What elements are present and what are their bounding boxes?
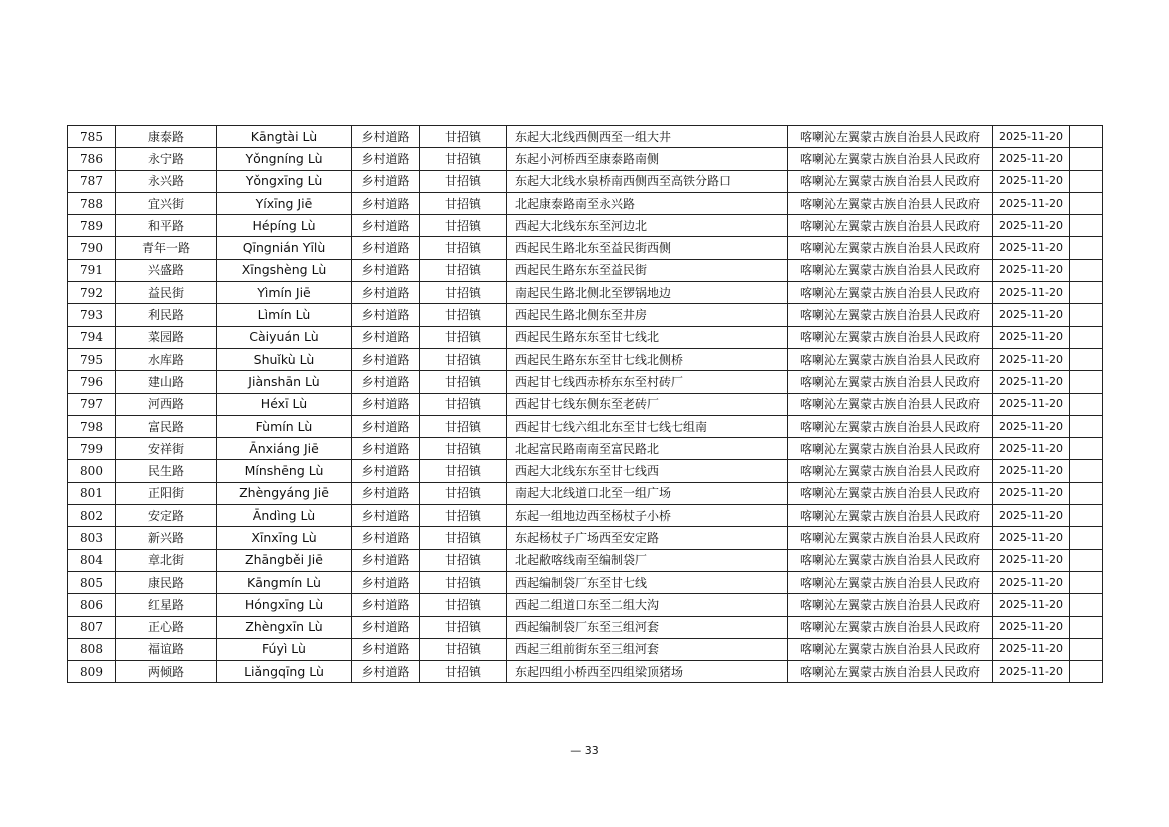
road-extent-cell: 东起杨杖子广场西至安定路 [507,527,788,549]
road-category-cell: 乡村道路 [352,549,420,571]
road-pinyin-cell: Yǒngníng Lù [217,148,352,170]
road-category-cell: 乡村道路 [352,237,420,259]
approving-authority-cell: 喀喇沁左翼蒙古族自治县人民政府 [788,415,993,437]
approving-authority-cell: 喀喇沁左翼蒙古族自治县人民政府 [788,661,993,683]
road-extent-cell: 西起二组道口东至二组大沟 [507,594,788,616]
township-cell: 甘招镇 [420,393,507,415]
road-pinyin-cell: Hóngxīng Lù [217,594,352,616]
approval-date-cell: 2025-11-20 [993,126,1070,148]
table-row [68,215,1103,237]
table-row [68,638,1103,660]
road-category-cell: 乡村道路 [352,304,420,326]
remarks-cell [1070,126,1103,148]
row-index-cell: 807 [68,616,116,638]
road-pinyin-cell: Yíxīng Jiē [217,192,352,214]
table-row [68,371,1103,393]
table-row [68,661,1103,683]
table-row [68,259,1103,281]
township-cell: 甘招镇 [420,661,507,683]
township-cell: 甘招镇 [420,460,507,482]
table-row [68,505,1103,527]
township-cell: 甘招镇 [420,348,507,370]
road-name-cell: 章北街 [116,549,217,571]
road-name-cell: 红星路 [116,594,217,616]
remarks-cell [1070,505,1103,527]
road-category-cell: 乡村道路 [352,661,420,683]
row-index-cell: 802 [68,505,116,527]
road-category-cell: 乡村道路 [352,505,420,527]
road-category-cell: 乡村道路 [352,282,420,304]
approval-date-cell: 2025-11-20 [993,527,1070,549]
remarks-cell [1070,460,1103,482]
remarks-cell [1070,192,1103,214]
road-extent-cell: 北起敝喀线南至编制袋厂 [507,549,788,571]
township-cell: 甘招镇 [420,126,507,148]
approval-date-cell: 2025-11-20 [993,192,1070,214]
remarks-cell [1070,549,1103,571]
township-cell: 甘招镇 [420,549,507,571]
road-name-cell: 水库路 [116,348,217,370]
approving-authority-cell: 喀喇沁左翼蒙古族自治县人民政府 [788,638,993,660]
road-pinyin-cell: Héxī Lù [217,393,352,415]
remarks-cell [1070,415,1103,437]
township-cell: 甘招镇 [420,638,507,660]
road-extent-cell: 西起民生路东东至甘七线北 [507,326,788,348]
approval-date-cell: 2025-11-20 [993,393,1070,415]
road-extent-cell: 东起四组小桥西至四组梁顶猪场 [507,661,788,683]
road-category-cell: 乡村道路 [352,460,420,482]
remarks-cell [1070,348,1103,370]
remarks-cell [1070,527,1103,549]
approval-date-cell: 2025-11-20 [993,549,1070,571]
road-extent-cell: 东起一组地边西至杨杖子小桥 [507,505,788,527]
approval-date-cell: 2025-11-20 [993,371,1070,393]
table-row [68,393,1103,415]
township-cell: 甘招镇 [420,371,507,393]
road-pinyin-cell: Zhāngběi Jiē [217,549,352,571]
table-row [68,438,1103,460]
township-cell: 甘招镇 [420,482,507,504]
road-category-cell: 乡村道路 [352,438,420,460]
approval-date-cell: 2025-11-20 [993,304,1070,326]
road-pinyin-cell: Zhèngxīn Lù [217,616,352,638]
road-pinyin-cell: Càiyuán Lù [217,326,352,348]
remarks-cell [1070,371,1103,393]
road-extent-cell: 东起大北线水泉桥南西侧西至高铁分路口 [507,170,788,192]
approving-authority-cell: 喀喇沁左翼蒙古族自治县人民政府 [788,237,993,259]
road-pinyin-cell: Kāngmín Lù [217,571,352,593]
remarks-cell [1070,594,1103,616]
township-cell: 甘招镇 [420,304,507,326]
remarks-cell [1070,438,1103,460]
approving-authority-cell: 喀喇沁左翼蒙古族自治县人民政府 [788,126,993,148]
township-cell: 甘招镇 [420,259,507,281]
road-category-cell: 乡村道路 [352,415,420,437]
approval-date-cell: 2025-11-20 [993,259,1070,281]
row-index-cell: 801 [68,482,116,504]
township-cell: 甘招镇 [420,616,507,638]
approval-date-cell: 2025-11-20 [993,482,1070,504]
table-row [68,482,1103,504]
township-cell: 甘招镇 [420,237,507,259]
remarks-cell [1070,215,1103,237]
approving-authority-cell: 喀喇沁左翼蒙古族自治县人民政府 [788,148,993,170]
road-name-cell: 永兴路 [116,170,217,192]
row-index-cell: 791 [68,259,116,281]
road-name-cell: 康民路 [116,571,217,593]
approving-authority-cell: 喀喇沁左翼蒙古族自治县人民政府 [788,192,993,214]
approval-date-cell: 2025-11-20 [993,438,1070,460]
road-pinyin-cell: Fùmín Lù [217,415,352,437]
row-index-cell: 786 [68,148,116,170]
road-category-cell: 乡村道路 [352,616,420,638]
road-extent-cell: 南起民生路北侧北至锣锅地边 [507,282,788,304]
road-name-cell: 和平路 [116,215,217,237]
table-row [68,170,1103,192]
row-index-cell: 809 [68,661,116,683]
township-cell: 甘招镇 [420,192,507,214]
road-extent-cell: 南起大北线道口北至一组广场 [507,482,788,504]
table-row [68,594,1103,616]
road-name-cell: 两倾路 [116,661,217,683]
row-index-cell: 792 [68,282,116,304]
row-index-cell: 789 [68,215,116,237]
approval-date-cell: 2025-11-20 [993,460,1070,482]
road-category-cell: 乡村道路 [352,170,420,192]
road-pinyin-cell: Jiànshān Lù [217,371,352,393]
road-name-cell: 宜兴街 [116,192,217,214]
road-name-cell: 民生路 [116,460,217,482]
township-cell: 甘招镇 [420,527,507,549]
road-category-cell: 乡村道路 [352,393,420,415]
road-name-cell: 河西路 [116,393,217,415]
approving-authority-cell: 喀喇沁左翼蒙古族自治县人民政府 [788,460,993,482]
table-row [68,571,1103,593]
approving-authority-cell: 喀喇沁左翼蒙古族自治县人民政府 [788,482,993,504]
township-cell: 甘招镇 [420,438,507,460]
road-category-cell: 乡村道路 [352,348,420,370]
road-extent-cell: 北起康泰路南至永兴路 [507,192,788,214]
road-name-cell: 菜园路 [116,326,217,348]
remarks-cell [1070,148,1103,170]
road-category-cell: 乡村道路 [352,215,420,237]
table-row [68,460,1103,482]
row-index-cell: 796 [68,371,116,393]
township-cell: 甘招镇 [420,326,507,348]
road-extent-cell: 西起编制袋厂东至三组河套 [507,616,788,638]
road-extent-cell: 西起民生路东东至益民街 [507,259,788,281]
row-index-cell: 790 [68,237,116,259]
township-cell: 甘招镇 [420,170,507,192]
road-pinyin-cell: Xīngshèng Lù [217,259,352,281]
road-extent-cell: 西起大北线东东至河边北 [507,215,788,237]
road-name-cell: 利民路 [116,304,217,326]
row-index-cell: 800 [68,460,116,482]
approving-authority-cell: 喀喇沁左翼蒙古族自治县人民政府 [788,326,993,348]
road-name-cell: 正阳街 [116,482,217,504]
page-number: — 33 [570,744,599,757]
table-row [68,326,1103,348]
township-cell: 甘招镇 [420,148,507,170]
table-row [68,237,1103,259]
township-cell: 甘招镇 [420,282,507,304]
approving-authority-cell: 喀喇沁左翼蒙古族自治县人民政府 [788,571,993,593]
remarks-cell [1070,482,1103,504]
road-name-cell: 兴盛路 [116,259,217,281]
remarks-cell [1070,259,1103,281]
township-cell: 甘招镇 [420,571,507,593]
road-name-cell: 康泰路 [116,126,217,148]
approval-date-cell: 2025-11-20 [993,505,1070,527]
approving-authority-cell: 喀喇沁左翼蒙古族自治县人民政府 [788,170,993,192]
approving-authority-cell: 喀喇沁左翼蒙古族自治县人民政府 [788,438,993,460]
road-extent-cell: 西起大北线东东至甘七线西 [507,460,788,482]
approval-date-cell: 2025-11-20 [993,282,1070,304]
table-row [68,616,1103,638]
row-index-cell: 803 [68,527,116,549]
approving-authority-cell: 喀喇沁左翼蒙古族自治县人民政府 [788,371,993,393]
road-extent-cell: 西起甘七线六组北东至甘七线七组南 [507,415,788,437]
road-category-cell: 乡村道路 [352,594,420,616]
approval-date-cell: 2025-11-20 [993,170,1070,192]
remarks-cell [1070,304,1103,326]
road-name-cell: 新兴路 [116,527,217,549]
road-extent-cell: 西起民生路北东至益民街西侧 [507,237,788,259]
road-name-cell: 正心路 [116,616,217,638]
road-extent-cell: 北起富民路南南至富民路北 [507,438,788,460]
road-pinyin-cell: Mínshēng Lù [217,460,352,482]
road-extent-cell: 西起民生路北侧东至井房 [507,304,788,326]
remarks-cell [1070,571,1103,593]
row-index-cell: 797 [68,393,116,415]
table-row [68,126,1103,148]
row-index-cell: 806 [68,594,116,616]
approval-date-cell: 2025-11-20 [993,326,1070,348]
remarks-cell [1070,237,1103,259]
road-extent-cell: 西起三组前街东至三组河套 [507,638,788,660]
approving-authority-cell: 喀喇沁左翼蒙古族自治县人民政府 [788,527,993,549]
row-index-cell: 787 [68,170,116,192]
road-extent-cell: 东起小河桥西至康泰路南侧 [507,148,788,170]
road-name-table [67,125,1103,683]
table-row [68,282,1103,304]
row-index-cell: 804 [68,549,116,571]
road-category-cell: 乡村道路 [352,126,420,148]
table-row [68,549,1103,571]
approval-date-cell: 2025-11-20 [993,661,1070,683]
approving-authority-cell: 喀喇沁左翼蒙古族自治县人民政府 [788,259,993,281]
approval-date-cell: 2025-11-20 [993,237,1070,259]
road-extent-cell: 西起民生路东东至甘七线北侧桥 [507,348,788,370]
approval-date-cell: 2025-11-20 [993,594,1070,616]
approval-date-cell: 2025-11-20 [993,638,1070,660]
road-pinyin-cell: Āndìng Lù [217,505,352,527]
road-category-cell: 乡村道路 [352,527,420,549]
row-index-cell: 808 [68,638,116,660]
road-pinyin-cell: Liǎngqīng Lù [217,661,352,683]
road-name-cell: 福谊路 [116,638,217,660]
row-index-cell: 799 [68,438,116,460]
approving-authority-cell: 喀喇沁左翼蒙古族自治县人民政府 [788,348,993,370]
table-row [68,527,1103,549]
township-cell: 甘招镇 [420,415,507,437]
township-cell: 甘招镇 [420,594,507,616]
road-name-cell: 益民街 [116,282,217,304]
road-category-cell: 乡村道路 [352,371,420,393]
road-extent-cell: 西起编制袋厂东至甘七线 [507,571,788,593]
remarks-cell [1070,282,1103,304]
table-row [68,192,1103,214]
road-extent-cell: 西起甘七线西赤桥东东至村砖厂 [507,371,788,393]
remarks-cell [1070,661,1103,683]
row-index-cell: 793 [68,304,116,326]
road-pinyin-cell: Yìmín Jiē [217,282,352,304]
approving-authority-cell: 喀喇沁左翼蒙古族自治县人民政府 [788,549,993,571]
approval-date-cell: 2025-11-20 [993,415,1070,437]
approval-date-cell: 2025-11-20 [993,148,1070,170]
approval-date-cell: 2025-11-20 [993,215,1070,237]
approving-authority-cell: 喀喇沁左翼蒙古族自治县人民政府 [788,215,993,237]
road-extent-cell: 西起甘七线东侧东至老砖厂 [507,393,788,415]
approval-date-cell: 2025-11-20 [993,571,1070,593]
road-pinyin-cell: Kāngtài Lù [217,126,352,148]
township-cell: 甘招镇 [420,505,507,527]
road-category-cell: 乡村道路 [352,259,420,281]
table-body [68,126,1103,683]
table-row [68,415,1103,437]
road-pinyin-cell: Fúyì Lù [217,638,352,660]
road-pinyin-cell: Zhèngyáng Jiē [217,482,352,504]
remarks-cell [1070,638,1103,660]
road-extent-cell: 东起大北线西侧西至一组大井 [507,126,788,148]
row-index-cell: 794 [68,326,116,348]
road-name-cell: 建山路 [116,371,217,393]
row-index-cell: 788 [68,192,116,214]
road-pinyin-cell: Hépíng Lù [217,215,352,237]
approving-authority-cell: 喀喇沁左翼蒙古族自治县人民政府 [788,616,993,638]
road-name-cell: 安祥街 [116,438,217,460]
township-cell: 甘招镇 [420,215,507,237]
road-name-cell: 富民路 [116,415,217,437]
road-pinyin-cell: Ānxiáng Jiē [217,438,352,460]
remarks-cell [1070,616,1103,638]
road-category-cell: 乡村道路 [352,326,420,348]
row-index-cell: 805 [68,571,116,593]
road-pinyin-cell: Yǒngxīng Lù [217,170,352,192]
road-category-cell: 乡村道路 [352,638,420,660]
road-name-cell: 安定路 [116,505,217,527]
road-category-cell: 乡村道路 [352,482,420,504]
road-name-cell: 青年一路 [116,237,217,259]
approving-authority-cell: 喀喇沁左翼蒙古族自治县人民政府 [788,282,993,304]
road-pinyin-cell: Lìmín Lù [217,304,352,326]
approval-date-cell: 2025-11-20 [993,348,1070,370]
road-category-cell: 乡村道路 [352,192,420,214]
approving-authority-cell: 喀喇沁左翼蒙古族自治县人民政府 [788,594,993,616]
row-index-cell: 798 [68,415,116,437]
road-pinyin-cell: Qīngnián Yīlù [217,237,352,259]
road-name-cell: 永宁路 [116,148,217,170]
approving-authority-cell: 喀喇沁左翼蒙古族自治县人民政府 [788,304,993,326]
approving-authority-cell: 喀喇沁左翼蒙古族自治县人民政府 [788,505,993,527]
row-index-cell: 785 [68,126,116,148]
remarks-cell [1070,393,1103,415]
remarks-cell [1070,326,1103,348]
approval-date-cell: 2025-11-20 [993,616,1070,638]
table-row [68,148,1103,170]
approving-authority-cell: 喀喇沁左翼蒙古族自治县人民政府 [788,393,993,415]
road-pinyin-cell: Shuǐkù Lù [217,348,352,370]
row-index-cell: 795 [68,348,116,370]
road-pinyin-cell: Xīnxīng Lù [217,527,352,549]
road-category-cell: 乡村道路 [352,571,420,593]
remarks-cell [1070,170,1103,192]
road-category-cell: 乡村道路 [352,148,420,170]
table-row [68,348,1103,370]
table-row [68,304,1103,326]
